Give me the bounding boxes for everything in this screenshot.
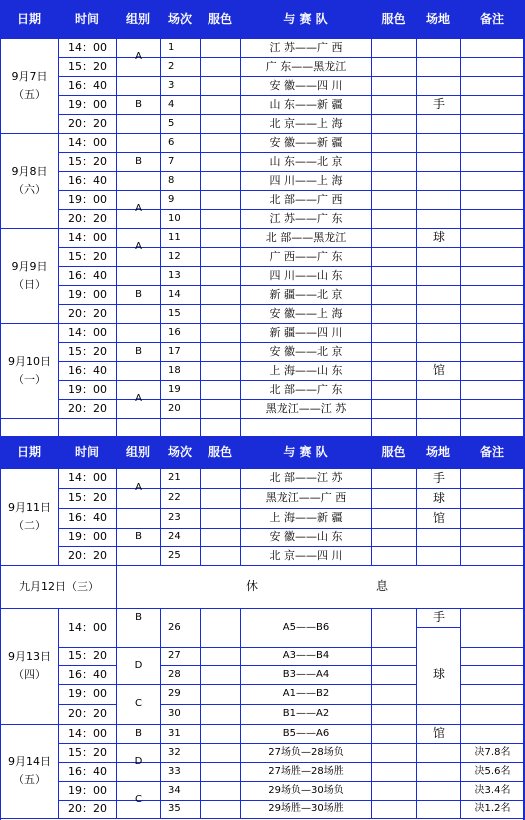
match-time: 20：20	[68, 549, 107, 562]
match-number: 22	[168, 492, 181, 503]
match-time: 14：00	[68, 231, 107, 244]
match-teams: A1——B2	[282, 688, 330, 699]
grid-line	[116, 608, 117, 725]
match-teams: B3——A4	[282, 669, 330, 680]
match-number: 5	[168, 118, 175, 129]
match-teams: 广 西——广 东	[269, 250, 343, 263]
match-time: 15：20	[68, 746, 107, 759]
grid-line	[371, 608, 372, 725]
grid-line	[240, 608, 241, 725]
grid-line	[460, 38, 461, 437]
match-teams: 29场胜—30场胜	[268, 803, 344, 814]
match-teams: 江 苏——广 东	[269, 212, 343, 225]
group-label: B	[135, 612, 142, 623]
group-label: D	[134, 660, 143, 671]
match-number: 9	[168, 194, 175, 205]
group-label: C	[135, 794, 142, 805]
grid-line	[416, 608, 417, 725]
match-time: 14：00	[68, 727, 107, 740]
match-teams: 北 部——广 东	[269, 383, 343, 396]
match-number: 19	[168, 384, 181, 395]
match-number: 15	[168, 308, 181, 319]
match-time: 16：40	[68, 174, 107, 187]
match-teams: 新 疆——四 川	[269, 326, 343, 339]
match-teams: 安 徽——上 海	[269, 307, 343, 320]
match-time: 20：20	[68, 212, 107, 225]
header-cell: 与 赛 队	[283, 445, 328, 459]
venue-char: 手	[432, 97, 445, 111]
grid-line	[58, 468, 59, 566]
weekday-label: （二）	[13, 518, 46, 532]
date-label: 9月13日	[8, 650, 51, 663]
grid-line	[116, 565, 117, 609]
grid-line	[116, 38, 117, 437]
match-teams: 北 京——上 海	[269, 117, 343, 130]
match-number: 30	[168, 708, 181, 719]
grid-line	[160, 724, 161, 819]
grid-line	[0, 38, 59, 39]
match-time: 19：00	[68, 288, 107, 301]
group-label: D	[134, 756, 143, 767]
match-teams: 27场胜—28场胜	[268, 766, 344, 777]
match-number: 28	[168, 669, 181, 680]
match-time: 20：20	[68, 307, 107, 320]
match-time: 20：20	[68, 117, 107, 130]
match-teams: 新 疆——北 京	[269, 288, 343, 301]
match-time: 16：40	[68, 364, 107, 377]
match-number: 7	[168, 156, 175, 167]
weekday-label: （五）	[13, 773, 46, 786]
group-label: B	[135, 99, 142, 110]
date-label: 9月14日	[8, 755, 51, 768]
match-time: 19：00	[68, 784, 107, 797]
match-note: 决7.8名	[474, 747, 511, 758]
grid-line	[460, 704, 525, 705]
match-number: 25	[168, 550, 181, 561]
group-label: A	[135, 51, 142, 62]
grid-line	[371, 724, 372, 819]
header-cell: 时间	[74, 445, 99, 459]
match-number: 21	[168, 472, 181, 483]
match-number: 31	[168, 728, 181, 739]
venue-char: 手	[432, 471, 445, 485]
match-time: 20：20	[68, 707, 107, 720]
match-number: 33	[168, 766, 181, 777]
match-teams: 安 徽——北 京	[269, 345, 343, 358]
rest-day-date: 九月12日（三）	[19, 580, 99, 593]
match-note: 决5.6名	[474, 766, 511, 777]
grid-line	[0, 133, 59, 134]
match-time: 16：40	[68, 765, 107, 778]
group-label: A	[135, 241, 142, 252]
group-label: A	[135, 203, 142, 214]
header-cell: 场地	[425, 12, 450, 26]
match-time: 19：00	[68, 98, 107, 111]
match-teams: 27场负—28场负	[268, 747, 344, 758]
match-teams: 安 徽——山 东	[269, 530, 343, 543]
grid-line	[160, 38, 161, 437]
grid-line	[460, 647, 525, 648]
match-teams: 北 京——四 川	[269, 549, 343, 562]
match-time: 20：20	[68, 802, 107, 815]
header-cell: 服色	[207, 445, 232, 459]
match-time: 14：00	[68, 326, 107, 339]
match-teams: 四 川——上 海	[269, 174, 343, 187]
header-cell: 日期	[16, 445, 41, 459]
group-label: B	[135, 531, 142, 542]
header-cell: 服色	[207, 12, 232, 26]
grid-line	[460, 468, 461, 566]
match-teams: 山 东——新 疆	[269, 98, 343, 111]
match-teams: 广 东——黑龙江	[265, 60, 347, 73]
date-label: 9月9日	[11, 259, 48, 273]
match-time: 14：00	[68, 621, 107, 634]
grid-line	[0, 418, 525, 419]
match-number: 8	[168, 175, 175, 186]
grid-line	[160, 468, 161, 566]
grid-line	[371, 468, 372, 566]
match-time: 16：40	[68, 269, 107, 282]
match-note: 决3.4名	[474, 785, 511, 796]
match-number: 26	[168, 622, 181, 633]
match-number: 32	[168, 747, 181, 758]
header-cell: 与 赛 队	[283, 12, 328, 26]
grid-line	[240, 724, 241, 819]
group-label: B	[135, 728, 142, 739]
match-number: 29	[168, 688, 181, 699]
match-time: 16：40	[68, 511, 107, 524]
venue-char: 馆	[432, 511, 445, 525]
group-label: B	[135, 289, 142, 300]
grid-line	[240, 38, 241, 437]
match-teams: 上 海——新 疆	[269, 511, 343, 524]
match-teams: A3——B4	[282, 650, 330, 661]
match-teams: 山 东——北 京	[269, 155, 343, 168]
match-number: 12	[168, 251, 181, 262]
match-number: 10	[168, 213, 181, 224]
match-teams: 北 部——广 西	[269, 193, 343, 206]
venue-char: 球	[432, 667, 445, 681]
match-time: 19：00	[68, 530, 107, 543]
match-teams: 上 海——山 东	[269, 364, 343, 377]
match-teams: 29场负—30场负	[268, 785, 344, 796]
venue-char: 球	[432, 491, 445, 505]
grid-line	[116, 724, 117, 819]
header-cell: 场次	[167, 12, 192, 26]
match-teams: B5——A6	[282, 728, 330, 739]
match-number: 1	[168, 42, 175, 53]
venue-char: 手	[432, 610, 445, 624]
grid-line	[0, 418, 59, 419]
weekday-label: （一）	[13, 372, 46, 386]
rest-day-text: 息	[375, 579, 388, 593]
match-time: 16：40	[68, 79, 107, 92]
match-teams: 安 徽——新 疆	[269, 136, 343, 149]
match-time: 15：20	[68, 345, 107, 358]
match-time: 16：40	[68, 668, 107, 681]
match-time: 15：20	[68, 60, 107, 73]
grid-line	[460, 684, 525, 685]
grid-line	[160, 608, 161, 725]
match-number: 23	[168, 512, 181, 523]
venue-char: 馆	[432, 363, 445, 377]
match-time: 15：20	[68, 155, 107, 168]
date-label: 9月10日	[8, 354, 51, 368]
match-number: 11	[168, 232, 181, 243]
match-number: 4	[168, 99, 175, 110]
rest-day-text: 休	[245, 579, 258, 593]
header-cell: 备注	[479, 12, 504, 26]
match-time: 14：00	[68, 471, 107, 484]
match-teams: 黑龙江——广 西	[265, 491, 347, 504]
match-number: 17	[168, 346, 181, 357]
match-number: 14	[168, 289, 181, 300]
match-teams: B1——A2	[282, 708, 330, 719]
header-cell: 时间	[74, 12, 99, 26]
group-label: C	[135, 698, 142, 709]
match-note: 决1.2名	[474, 803, 511, 814]
grid-line	[240, 468, 241, 566]
match-time: 20：20	[68, 402, 107, 415]
match-number: 35	[168, 803, 181, 814]
date-label: 9月7日	[11, 69, 48, 83]
grid-line	[416, 724, 417, 819]
match-time: 15：20	[68, 250, 107, 263]
match-number: 2	[168, 61, 175, 72]
grid-line	[416, 704, 461, 705]
group-label: B	[135, 156, 142, 167]
match-time: 14：00	[68, 41, 107, 54]
match-time: 19：00	[68, 687, 107, 700]
match-teams: 四 川——山 东	[269, 269, 343, 282]
header-cell: 服色	[381, 12, 406, 26]
grid-line	[371, 38, 372, 437]
weekday-label: （四）	[13, 668, 46, 681]
match-number: 16	[168, 327, 181, 338]
match-time: 15：20	[68, 649, 107, 662]
grid-line	[416, 38, 417, 437]
venue-char: 馆	[432, 726, 445, 740]
weekday-label: （五）	[13, 87, 46, 101]
match-time: 19：00	[68, 383, 107, 396]
grid-line	[0, 323, 59, 324]
header-cell: 场次	[167, 445, 192, 459]
header-cell: 备注	[479, 445, 504, 459]
match-number: 27	[168, 650, 181, 661]
match-teams: 北 部——黑龙江	[265, 231, 347, 244]
weekday-label: （六）	[13, 182, 46, 196]
group-label: A	[135, 482, 142, 493]
date-label: 9月8日	[11, 164, 48, 178]
grid-line	[460, 608, 461, 725]
venue-char: 球	[432, 230, 445, 244]
match-number: 18	[168, 365, 181, 376]
header-cell: 日期	[16, 12, 41, 26]
match-number: 13	[168, 270, 181, 281]
match-time: 19：00	[68, 193, 107, 206]
match-number: 3	[168, 80, 175, 91]
match-teams: A5——B6	[282, 622, 330, 633]
match-time: 15：20	[68, 491, 107, 504]
grid-line	[58, 724, 59, 819]
header-cell: 组别	[125, 12, 150, 26]
grid-line	[58, 38, 59, 437]
grid-line	[116, 468, 117, 566]
weekday-label: （日）	[13, 277, 46, 291]
match-number: 20	[168, 403, 181, 414]
grid-line	[0, 468, 1, 820]
match-teams: 黑龙江——江 苏	[265, 402, 347, 415]
match-teams: 北 部——江 苏	[269, 471, 343, 484]
header-cell: 场地	[425, 445, 450, 459]
grid-line	[416, 468, 417, 566]
grid-line	[0, 228, 59, 229]
grid-line	[460, 665, 525, 666]
grid-line	[58, 608, 59, 725]
match-number: 6	[168, 137, 175, 148]
match-teams: 江 苏——广 西	[269, 41, 343, 54]
group-label: B	[135, 346, 142, 357]
grid-line	[0, 38, 1, 437]
grid-line	[460, 724, 461, 819]
header-cell: 服色	[381, 445, 406, 459]
match-time: 14：00	[68, 136, 107, 149]
match-number: 24	[168, 531, 181, 542]
group-label: A	[135, 393, 142, 404]
match-number: 34	[168, 785, 181, 796]
date-label: 9月11日	[8, 500, 51, 514]
grid-line	[416, 627, 461, 628]
header-cell: 组别	[125, 445, 150, 459]
grid-line	[0, 436, 525, 437]
match-teams: 安 徽——四 川	[269, 79, 343, 92]
